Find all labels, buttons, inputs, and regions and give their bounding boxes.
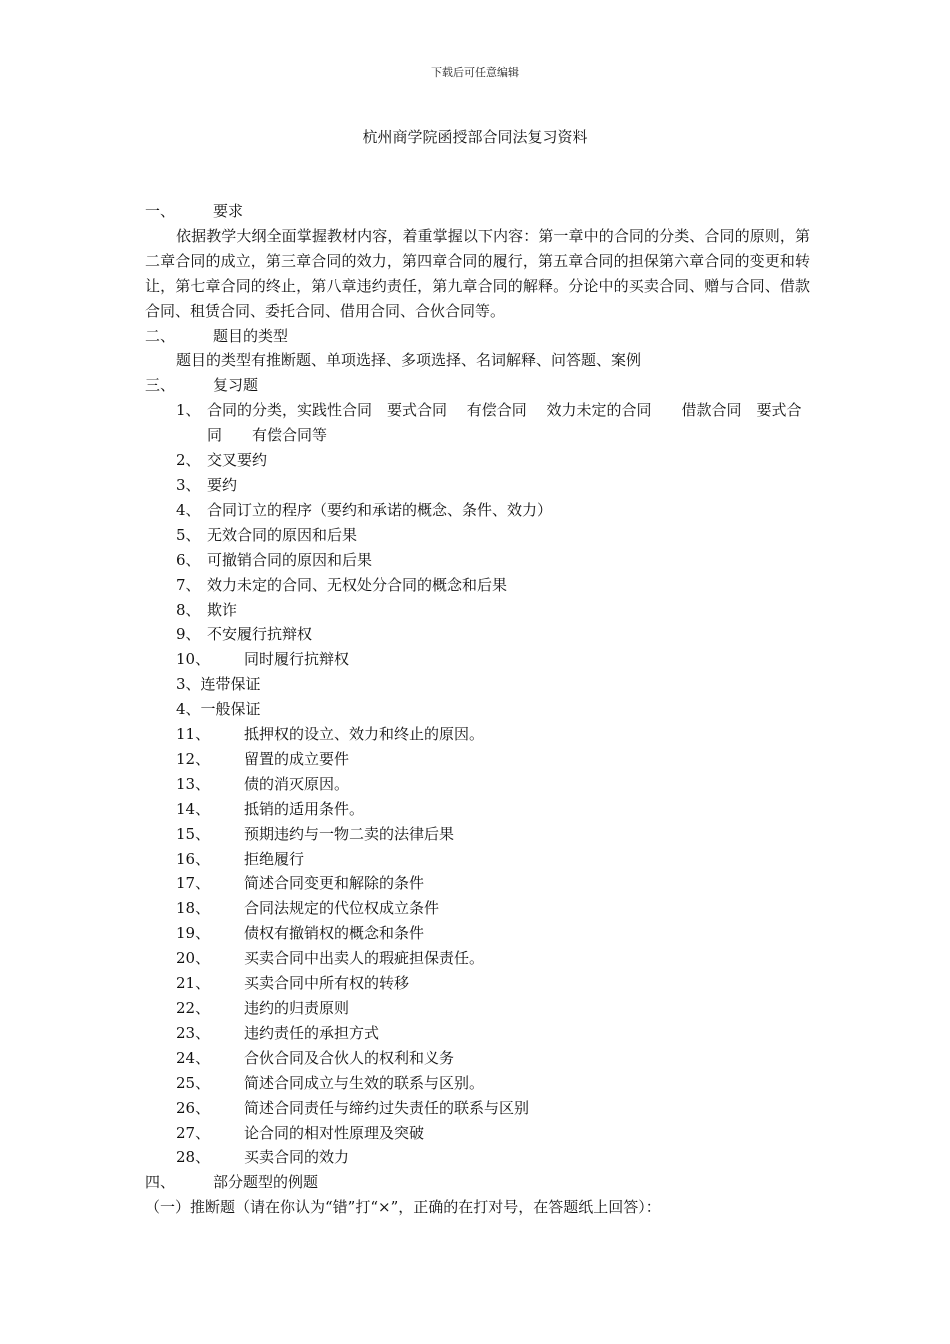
list-item (145, 847, 810, 872)
list-item (145, 697, 810, 722)
true-false-instructions: （一）推断题（请在你认为“错”打“×”，正确的在打对号，在答题纸上回答）： (145, 1198, 661, 1217)
list-item (145, 1096, 810, 1121)
list-item (145, 573, 810, 598)
item-number: 28、 (176, 1148, 211, 1167)
list-item (145, 1071, 810, 1096)
section-number: 一、 (145, 202, 176, 220)
list-item (145, 473, 810, 498)
list-item (145, 996, 810, 1021)
item-text: 不安履行抗辩权 (207, 625, 313, 644)
item-number: 22、 (176, 999, 211, 1017)
item-number: 23、 (176, 1023, 211, 1042)
list-item (145, 797, 810, 822)
item-text: 论合同的相对性原理及突破 (244, 1123, 425, 1142)
list-item (145, 647, 810, 672)
item-text: 欺诈 (207, 600, 238, 619)
list-item (145, 772, 810, 797)
item-text: 要约 (207, 475, 238, 494)
item-text: 效力未定的合同、无权处分合同的概念和后果 (207, 575, 508, 594)
item-number: 7、 (176, 575, 201, 594)
item-text: 买卖合同中出卖人的瑕疵担保责任。 (244, 949, 485, 968)
item-number: 8、 (176, 600, 201, 619)
item-number: 1、 (176, 401, 201, 420)
section-requirements (145, 199, 810, 224)
item-number: 20、 (176, 949, 211, 968)
item-text: 合同法规定的代位权成立条件 (244, 899, 440, 918)
document-body (145, 199, 810, 1220)
item-text: 债权有撤销权的概念和条件 (244, 924, 425, 943)
list-item (145, 822, 810, 847)
question-types-paragraph: 题目的类型有推断题、单项选择、多项选择、名词解释、问答题、案例 (176, 351, 642, 370)
item-text: 可撤销合同的原因和后果 (207, 550, 373, 569)
section-number: 二、 (145, 326, 176, 345)
item-text: 3、连带保证 (176, 675, 261, 694)
item-number: 11、 (176, 725, 211, 744)
section-examples (145, 1170, 810, 1195)
list-item (145, 921, 810, 946)
section-number: 四、 (145, 1173, 176, 1192)
section-heading: 复习题 (213, 376, 259, 395)
item-number: 26、 (176, 1098, 211, 1117)
item-text: 债的消灭原因。 (244, 774, 350, 793)
item-number: 3、 (176, 475, 201, 494)
list-item (145, 1021, 810, 1046)
item-number: 24、 (176, 1048, 211, 1067)
item-text: 简述合同责任与缔约过失责任的联系与区别 (244, 1098, 530, 1117)
page-title: 杭州商学院函授部合同法复习资料 (362, 128, 588, 146)
item-text: 买卖合同的效力 (244, 1148, 350, 1167)
item-text: 拒绝履行 (244, 849, 305, 868)
item-text: 合伙合同及合伙人的权利和义务 (244, 1048, 455, 1067)
section-heading: 部分题型的例题 (213, 1173, 319, 1192)
list-item (145, 1121, 810, 1146)
item-text: 无效合同的原因和后果 (207, 525, 358, 544)
list-item (145, 1145, 810, 1170)
list-item (145, 1046, 810, 1071)
item-text: 买卖合同中所有权的转移 (244, 974, 410, 993)
section-heading: 要求 (213, 202, 244, 220)
item-text: 留置的成立要件 (244, 749, 350, 768)
item-text: 合同的分类，实践性合同 要式合同 有偿合同 效力未定的合同 借款合同 要式合同 有偿合同等 (207, 401, 802, 445)
item-number: 21、 (176, 974, 211, 993)
item-number: 10、 (176, 650, 211, 669)
item-number: 17、 (176, 874, 211, 893)
list-item (145, 971, 810, 996)
list-item (145, 672, 810, 697)
header-note: 下载后可任意编辑 (431, 66, 519, 79)
item-text: 合同订立的程序（要约和承诺的概念、条件、效力） (207, 500, 553, 519)
item-text: 简述合同成立与生效的联系与区别。 (244, 1073, 485, 1092)
list-item (145, 448, 810, 473)
list-item (145, 747, 810, 772)
list-item (145, 896, 810, 921)
item-text: 预期违约与一物二卖的法律后果 (244, 824, 455, 843)
item-number: 14、 (176, 799, 211, 818)
section-question-types (145, 324, 810, 349)
item-number: 25、 (176, 1073, 211, 1092)
item-text: 抵押权的设立、效力和终止的原因。 (244, 725, 485, 744)
list-item (145, 871, 810, 896)
list-item (145, 498, 810, 523)
item-text: 违约责任的承担方式 (244, 1023, 380, 1042)
item-number: 5、 (176, 525, 201, 544)
list-item (145, 398, 810, 448)
item-number: 6、 (176, 550, 201, 569)
item-text: 违约的归责原则 (244, 999, 350, 1017)
item-number: 9、 (176, 625, 201, 644)
section-number: 三、 (145, 376, 176, 395)
item-number: 18、 (176, 899, 211, 918)
item-number: 4、 (176, 500, 201, 519)
item-text: 抵销的适用条件。 (244, 799, 365, 818)
item-number: 12、 (176, 749, 211, 768)
item-number: 16、 (176, 849, 211, 868)
review-question-list (145, 398, 810, 1170)
section-review-questions (145, 373, 810, 398)
item-number: 13、 (176, 774, 211, 793)
requirements-paragraph: 依据教学大纲全面掌握教材内容，着重掌握以下内容：第一章中的合同的分类、合同的原则，第二章合同的成立，第三章合同的效力，第四章合同的履行，第五章合同的担保第六章合同的变更和转让，第七章合同的终止，第八章违约责任，第九章合同的解释。分论中的买卖合同、赠与合同、借款合同、租赁合同、委托合同、借用合同、合伙合同等。 (145, 226, 810, 320)
item-text: 交叉要约 (207, 451, 268, 470)
section-heading: 题目的类型 (213, 326, 289, 345)
list-item (145, 548, 810, 573)
item-number: 19、 (176, 924, 211, 943)
list-item (145, 523, 810, 548)
item-number: 27、 (176, 1123, 211, 1142)
list-item (145, 598, 810, 623)
item-text: 简述合同变更和解除的条件 (244, 874, 425, 893)
list-item (145, 722, 810, 747)
list-item (145, 622, 810, 647)
item-number: 2、 (176, 451, 201, 470)
item-text: 同时履行抗辩权 (244, 650, 350, 669)
item-text: 4、一般保证 (176, 700, 261, 719)
item-number: 15、 (176, 824, 211, 843)
list-item (145, 946, 810, 971)
